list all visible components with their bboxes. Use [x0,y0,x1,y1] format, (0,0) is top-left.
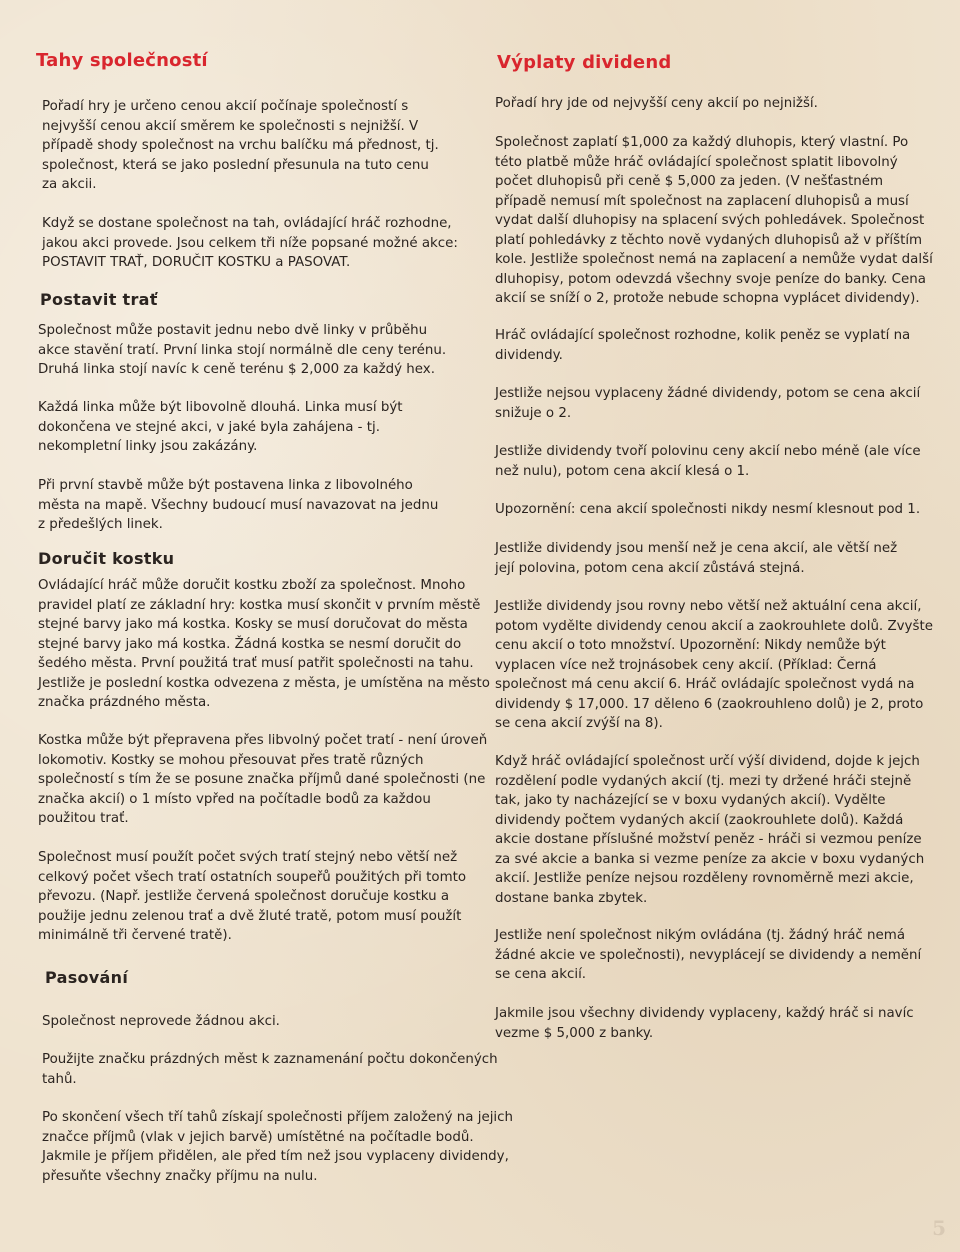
paragraph-first-build: Při první stavbě může být postavena linka z libovolného města na mapě. Všechny budoucí musí navazovat na jednu z předešlých linek. [38,478,439,532]
paragraph-half-dividend: Jestliže dividendy tvoří polovinu ceny akcií nebo méně (ale více než nulu), potom cena akcií klesá o 1. [495,444,921,479]
section-title-company-turns: Tahy společností [36,50,208,71]
heading-pass: Pasování [45,968,129,987]
section-title-dividends: Výplaty dividend [497,52,672,73]
page-number: 5 [932,1216,946,1240]
paragraph-deliver-rules: Ovládající hráč může doručit kostku zboží za společnost. Mnoho pravidel platí ze základní hry: kostka musí skončit v prvním městě stejné barvy jako má kostka. Kosky se musí doručovat do města stejné barvy jako má kostka. Žádná kostka se nesmí doručit do šedého města. První použitá trať musí patřit společnosti na tahu. Jestliže je poslední kostka odvezena z města, je umístěna na město značka prázdného města. [38,578,490,710]
paragraph-pass-marker: Použijte značku prázdných měst k zaznamenání počtu dokončených tahů. [42,1052,498,1087]
paragraph-dividend-decision: Hráč ovládající společnost rozhodne, kolik peněz se vyplatí na dividendy. [495,328,911,363]
paragraph-dividend-distribution: Když hráč ovládající společnost určí výší dividend, dojde k jejch rozdělení podle vydaných akcií (tj. mezi ty držené hráči stejně tak, jako ty nacházející se v boxu vydaných akcií). Vydělte dividendy počtem vydaných akcií (zaokrouhlete dolů). Každá akcie dostane příslušné možství peněz - hráči si vezmou peníze za své akcie a banka si vezme peníze za akcie v boxu vydaných akcií. Jestliže peníze nejsou rozděleny rovnoměrně mezi akcie, dostane banka zbytek. [495,754,925,906]
heading-deliver-cube: Doručit kostku [38,549,175,568]
paragraph-build-lines: Společnost může postavit jednu nebo dvě linky v průběhu akce stavění tratí. První linka stojí normálně dle ceny terénu. Druhá linka stojí navíc k ceně terénu $ 2,000 za každý hex. [38,323,447,377]
paragraph-bank-payout: Jakmile jsou všechny dividendy vyplaceny, každý hráč si navíc vezme $ 5,000 z banky. [495,1006,914,1041]
paragraph-deliver-route: Kostka může být přepravena přes libvolný počet tratí - není úroveň lokomotiv. Kostky se mohou přesouvat přes tratě různých společností s tím že se posune značka příjmů dané společnosti (ne značka akcií) o 1 místo vpřed na počítadle bodů za každou použitou trať. [38,733,488,826]
paragraph-pass: Společnost neprovede žádnou akci. [42,1014,280,1029]
paragraph-line-length: Každá linka může být libovolně dlouhá. Linka musí být dokončena ve stejné akci, v jaké byla zahájena - tj. nekompletní linky jsou zakázány. [38,400,403,454]
heading-build-track: Postavit trať [40,290,158,309]
paragraph-dividend-order: Pořadí hry jde od nejvyšší ceny akcií po nejnižší. [495,96,818,111]
paragraph-income: Po skončení všech tří tahů získají společnosti příjem založený na jejich značce příjmů (vlak v jejich barvě) umístětné na počítadle bodů. Jakmile je příjem přidělen, ale před tím než jsou vyplaceny dividendy, přesuňte všechny značky příjmu na nulu. [42,1110,513,1184]
paragraph-turn-order: Pořadí hry je určeno cenou akcií počínaje společností s nejvyšší cenou akcií směrem ke společnosti s nejnižší. V případě shody společnost na vrchu balíčku má přednost, tj. společnost, která se jako poslední přesunula na tuto cenu za akcii. [42,99,439,192]
paragraph-bonds: Společnost zaplatí $1,000 za každý dluhopis, který vlastní. Po této platbě může hráč ovládající společnost splatit libovolný počet dluhopisů při ceně $ 5,000 za jeden. (V nešťastném případě nemusí mít společnost na zaplacení dluhopisů a musí vydat další dluhopisy na splacení svých pohledávek. Společnost platí pohledávky z těchto nově vydaných dluhopisů až v příštím kole. Jestliže společnost nemá na zaplacení a nemůže vydat další dluhopisy, potom odevzdá všechny svoje peníze do banky. Cena akcií se sníží o 2, protože nebude schopna vyplácet dividendy). [495,135,933,306]
paragraph-warning-min-price: Upozornění: cena akcií společnosti nikdy nesmí klesnout pod 1. [495,502,921,517]
paragraph-deliver-track-count: Společnost musí použít počet svých tratí stejný nebo větší než celkový počet všech tratí ostatních soupeřů použitých při tomto převozu. (Např. jestliže červená společnost doručuje kostku a použije jednu zelenou trať a dvě žluté tratě, potom musí použít minimálně tři červené tratě). [38,850,467,943]
paragraph-action-choice: Když se dostane společnost na tah, ovládající hráč rozhodne, jakou akci provede. Jsou celkem tři níže popsané možné akce: POSTAVIT TRAŤ, DORUČIT KOSTKU a PASOVAT. [42,216,458,270]
paragraph-no-dividend: Jestliže nejsou vyplaceny žádné dividendy, potom se cena akcií snižuje o 2. [495,386,921,421]
paragraph-high-dividend: Jestliže dividendy jsou rovny nebo větší než aktuální cena akcií, potom vydělte dividendy cenou akcií a zaokrouhlete dolů. Zvyšte cenu akcií o toto množství. Upozornění: Nikdy nemůže být vyplacen více než trojnásobek ceny akcií. (Příklad: Černá společnost má cenu akcií 6. Hráč ovládajíc společnost vydá na dividendy $ 17,000. 17 děleno 6 (zaokrouhleno dolů) je 2, proto se cena akcií zvýší na 8). [495,599,933,731]
paragraph-mid-dividend: Jestliže dividendy jsou menší než je cena akcií, ale větší než její polovina, potom cena akcií zůstává stejná. [495,541,898,576]
paragraph-unowned-company: Jestliže není společnost nikým ovládána (tj. žádný hráč nemá žádné akcie ve společnosti), nevyplácejí se dividendy a nemění se cena akcií. [495,928,922,982]
